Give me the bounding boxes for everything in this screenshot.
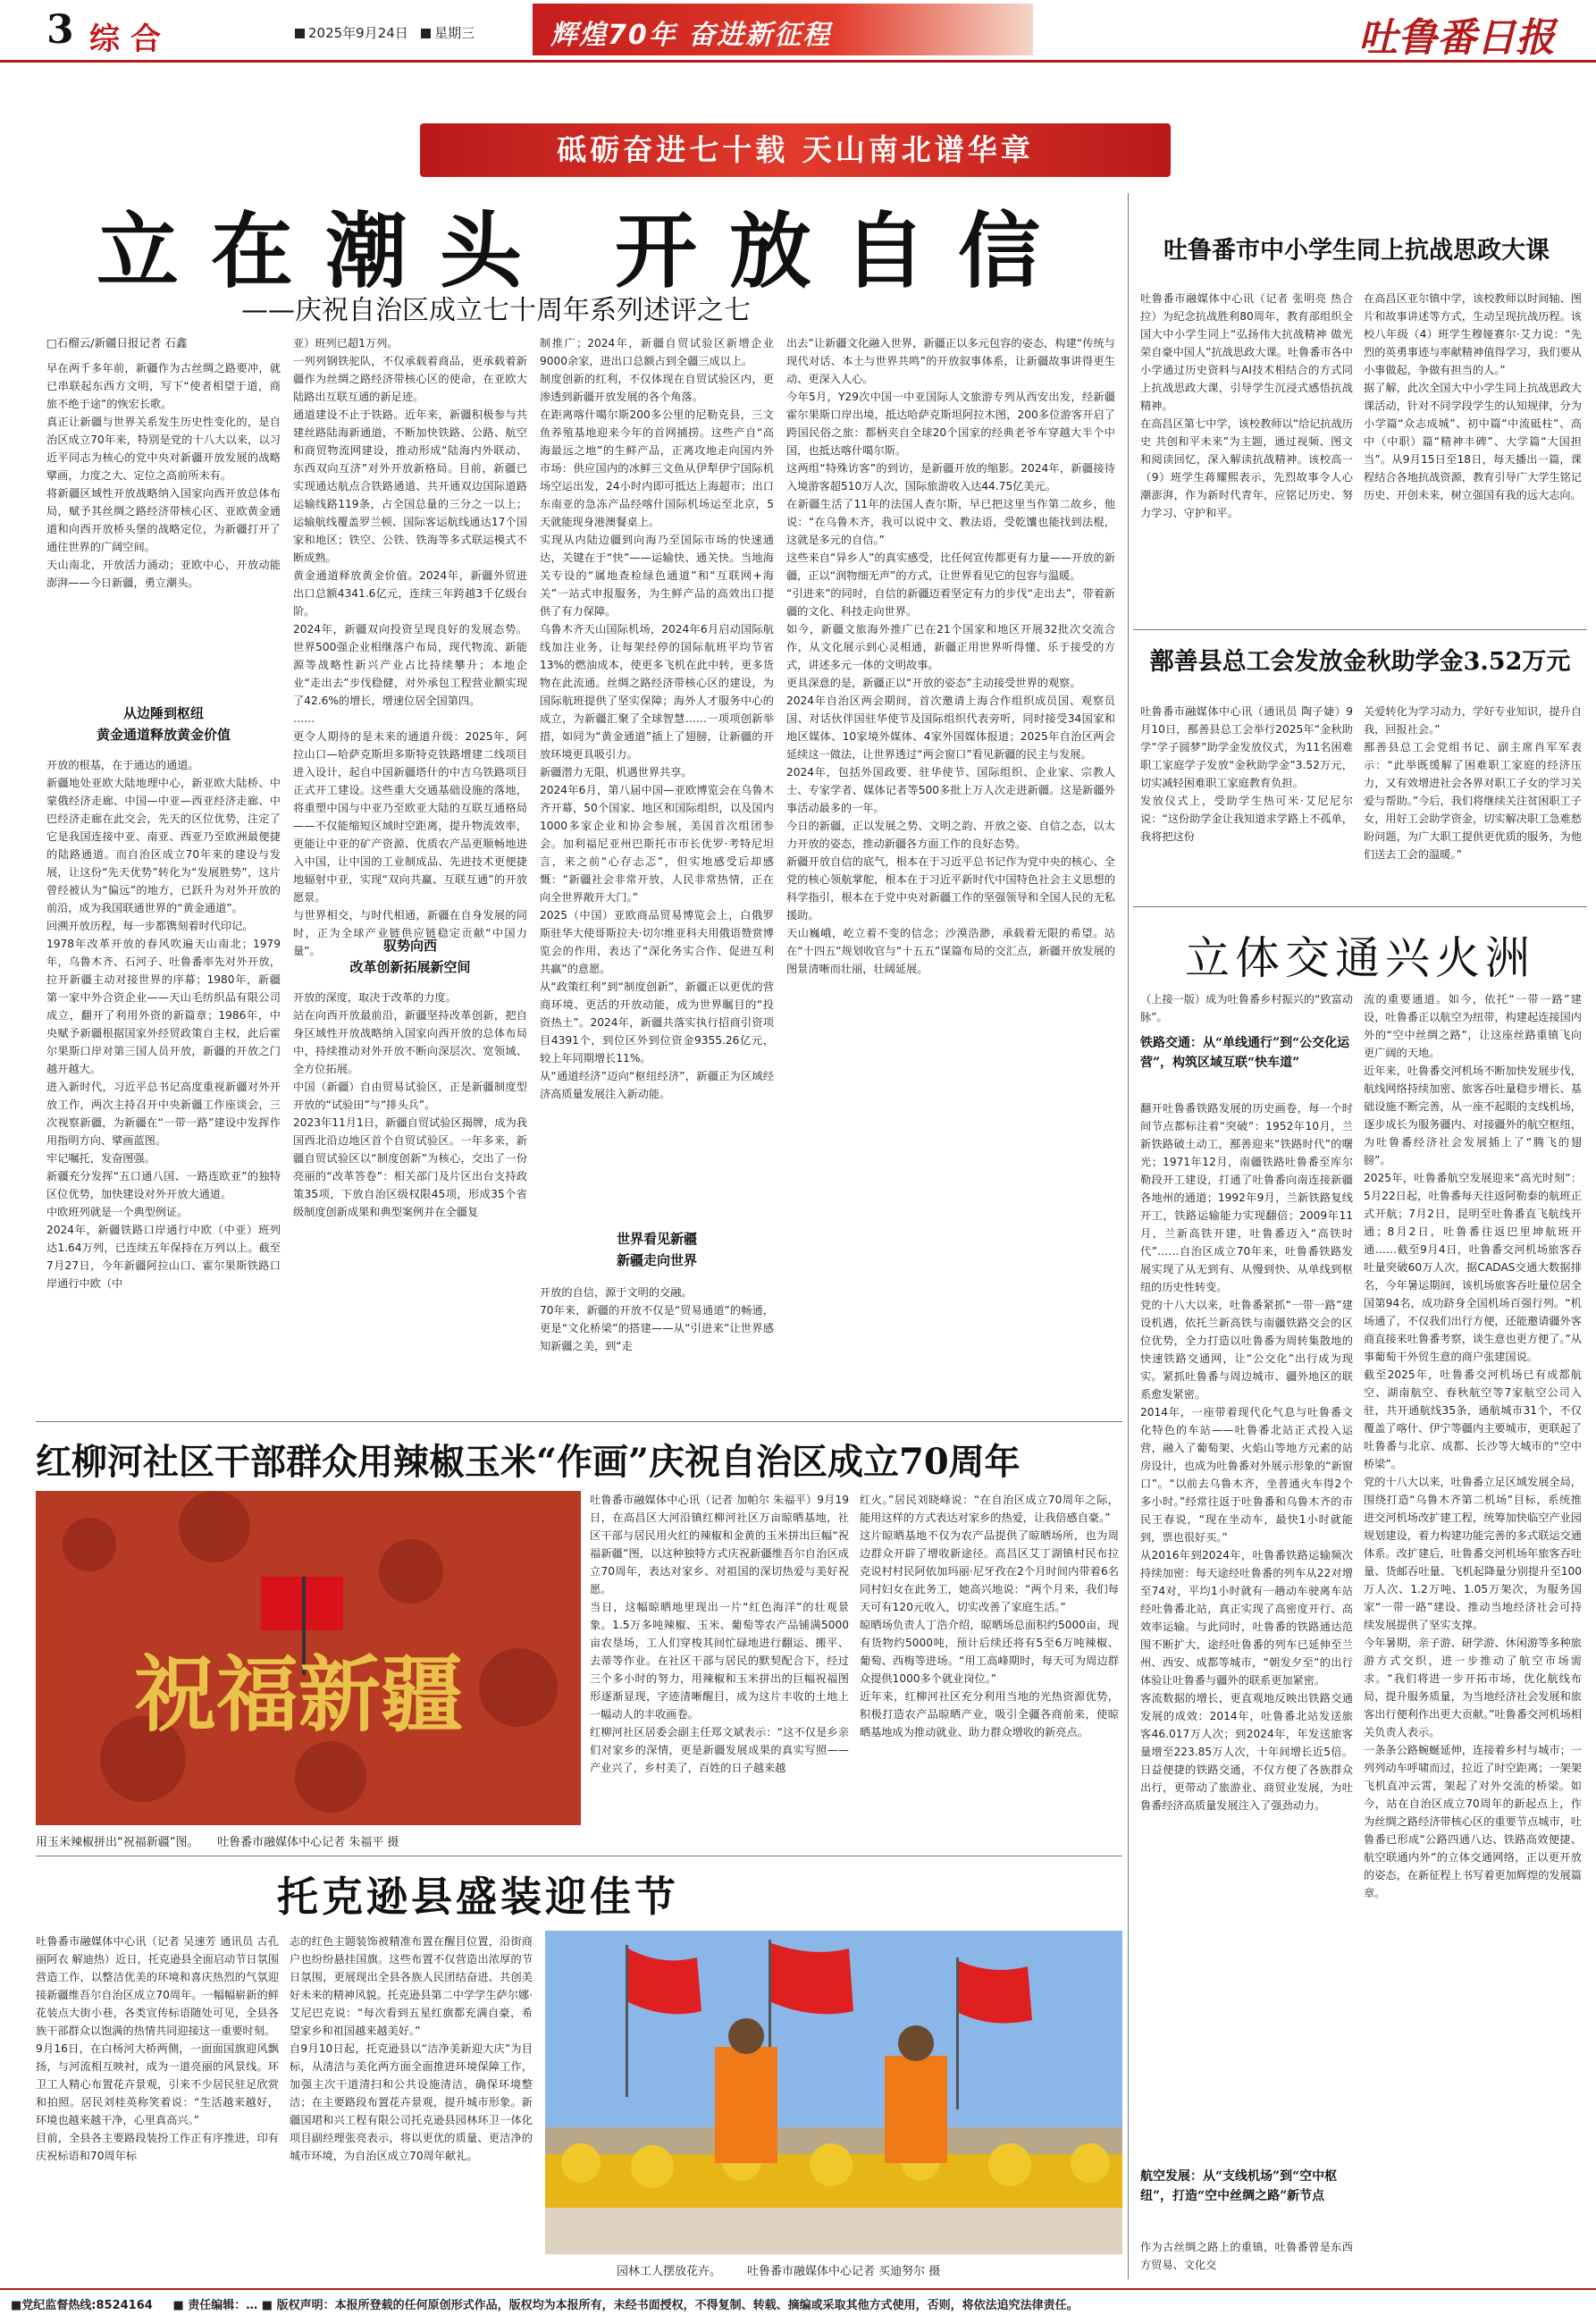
lead-column-4: 出去”让新疆文化融入世界，新疆正以多元包容的姿态，构建“传统与现代对话、本土与世界共鸣”的开放叙事体系，让新疆故事讲得更生动、更深入人心。 今年5月，Y29次中国一中亚国际人文旅游专列从西安出发，经新疆霍尔果斯口岸出境，抵达哈萨克斯坦阿拉木图，200多位游客开启了跨国民俗之旅：都柄夹自全球20个国家的经典老爷车穿越大半个中国，也抵达喀什噶尔斯。 这两组“特殊访客”的到访，是新疆开放的缩影。2024年，新疆接待入境游客超510万人次，国际旅游收入达44.75亿美元。 在新疆生活了11年的法国人查尔斯，早已把这里当作第二故乡，他说：“在乌鲁木齐，我可以说中文、教法语，受乾馕也能找到法棍，这就是多元的自信。” 这些来自“异乡人”的真实感受，比任何宣传都更有力量——开放的新疆，正以“润物细无声”的方式，让世界看见它的包容与温暖。 “引进来”的同时，自信的新疆迈着坚定有力的步伐“走出去”，带着新疆的文化、科技走向世界。 如今，新疆文旅海外推广已在21个国家和地区开展32批次交流合作，从文化展示到心灵相通，新疆正用世界听得懂、乐于接受的方式，讲述多元一体的文明故事。 更具深意的是，新疆正以“开放的姿态”主动接受世界的观察。 2024年自治区两会期间，首次邀请上海合作组织成员国、观察员国、对话伙伴国驻华使节及国际组织代表旁听，同时接受34国家和地区媒体、10家境外媒体、4家外国媒体报道；2025年自治区两会延续这一做法，让世界透过“两会窗口”看见新疆的民主与发展。 2024年，包括外国政要、驻华使节、国际组织、企业家、宗教人士、专家学者、媒体记者等500多批上万人次走进新疆。这是新疆外事活动最多的一年。 今日的新疆，正以发展之势、文明之韵、开放之姿、自信之态，以太力开放的姿态，推动新疆各方面工作的良好态势。 新疆开放自信的底气，根本在于习近平总书记作为党中央的核心、全党的核心领航掌舵，根本在于习近平新时代中国特色社会主义思想的科学指引，根本在于党中央对新疆工作的坚强领导和全国人民的无私援助。 天山巍峨，屹立着不变的信念；沙漠浩渺，承载着无限的希望。站在“十四五”规划收官与“十五五”谋篇布局的交汇点，新疆开放发展的图景清晰而壮丽，壮阔延展。 bbox=[786, 337, 1115, 975]
column-divider bbox=[1128, 193, 1129, 2279]
chili-field-photo bbox=[36, 1491, 581, 1825]
lead-subhead-3: 世界看见新疆 新疆走向世界 bbox=[616, 1231, 697, 1268]
newspaper-logo: 吐鲁番日报 bbox=[1358, 15, 1555, 61]
tuokexun-headline: 托克逊县盛装迎佳节 bbox=[277, 1873, 679, 1921]
divider bbox=[36, 1421, 1122, 1422]
right-lower-subhead-1: 铁路交通：从“单线通行”到“公交化运营”，构筑区域互联“快车道” bbox=[1140, 1036, 1350, 1070]
flower-workers-illustration bbox=[545, 1931, 1122, 2254]
photo-credit: 吐鲁番市融媒体中心记者 买迪努尔 摄 bbox=[746, 2265, 941, 2278]
lead-subhead-1: 从边陲到枢纽 黄金通道释放黄金价值 bbox=[96, 705, 231, 743]
right-mid-column-2: 关爱转化为学习动力，学好专业知识，提升自我，回报社会。” 鄯善县总工会党组书记、副主席肖军军表示：“此举既缓解了困难职工家庭的经济压力，又有效增进社会各界对职工子女的学习关爱与帮助。”今后，我们将继续关注贫困职工子女，用好工会助学资金，切实解决职工急难愁盼问题，为广大职工提供更优质的服务，为他们送去工会的温暖。” bbox=[1364, 705, 1582, 861]
right-top-column-2: 在高昌区亚尔镇中学，该校教师以时间轴、图片和故事讲述等方式，生动呈现抗战历程。该校八年级（4）班学生穆娅赛尔·艾力说：“先烈的英勇事迹与率献精神值得学习，我们要从小事做起，争做有担当的人。” 据了解，此次全国大中小学生同上抗战思政大课活动，针对不同学段学生的认知规律，分为小学篇“众志成城”、初中篇“中流砥柱”、高中（中职）篇“精神丰碑”、大学篇“大国担当”。从9月15日至18日，每天播出一篇，课程结合各地抗战资源，教育引导广大学生铭记历史、开创未来，树立强国有我的远大志向。 bbox=[1364, 292, 1582, 501]
lead-column-3: 制推广；2024年，新疆自贸试验区新增企业9000余家，进出口总额占到全疆三成以上。 制度创新的红利，不仅体现在自贸试验区内，更渗透到新疆开放发展的各个角落。 在距离喀什噶尔斯200多公里的尼勒克县，三文鱼养殖基地迎来今年的首网捕捞。这些产自“高海最远之地”的生鲜产品，正离攻地走向国内外市场：供应国内的冰鲜三文鱼从伊犁伊宁国际机场空运出发，24小时内即可抵达上海超市；出口东南亚的急冻产品经喀什国际机场运至北京，5天就能现身港澳餐桌上。 实现从内陆边疆到向海乃至国际市场的快速通达，关键在于“快”——运输快、通关快。当地海关专设的“属地查检绿色通道”和“互联网+海关”一站式申报服务，为生鲜产品的高效出口提供了有力保障。 乌鲁木齐天山国际机场，2024年6月启动国际航线加注业务，让每架经停的国际航班平均节省13%的燃油成本，使更多飞机在此中转，更多货物在此流通。丝绸之路经济带核心区的建设，为国际航班提供了坚实保障；海外人才服务中心的成立，为新疆汇聚了全球智慧……一项项创新举措，如同为“黄金通道”插上了翅膀，让新疆的开放环境更具吸引力。 新疆潜力无限，机遇世界共享。 2024年6月，第八届中国—亚欧博览会在乌鲁木齐开幕，50个国家、地区和国际组织，以及国内1000多家企业和协会参展，美国首次组团参会。加利福尼亚州巴斯托市市长优罗·考特尼坦言，来之前“心存忐忑”，但实地感受后却感慨：“新疆社会非常开放，人民非常热情，正在向全世界敞开大门。” 2025（中国）亚欧商品贸易博览会上，白俄罗斯驻华大使哥斯拉夫·切尔维亚科夫用俄语赞赏博览会的作用，表达了“深化务实合作、促进互利共赢”的意愿。 从“政策红利”到“制度创新”，新疆正以更优的营商环境、更活的开放动能，成为世界瞩目的“投资热土”。2024年，新疆共落实执行招商引资项目4391个，到位区外到位资金9355.26亿元，较上年同期增长11%。 从“通道经济”迈向“枢纽经济”，新疆正为区域经济高质量发展注入新动能。 bbox=[540, 337, 774, 1100]
anniversary-banner: 辉煌70年 奋进新征程 bbox=[533, 4, 1033, 55]
right-mid-headline: 鄯善县总工会发放金秋助学金3.52万元 bbox=[1149, 648, 1571, 676]
hongliu-photo-caption bbox=[36, 1832, 581, 1849]
footer-hotline: ■党纪监督热线:8524164 bbox=[11, 2299, 153, 2312]
hongliu-headline: 红柳河社区干部群众用辣椒玉米“作画”庆祝自治区成立70周年 bbox=[36, 1441, 1021, 1483]
lead-headline: 立在潮头 开放自信 bbox=[97, 203, 1073, 299]
right-lower-column-1: 翻开吐鲁番铁路发展的历史画卷，每一个时间节点都标注着“突破”：1952年10月，兰新铁路破土动工，鄯善迎来“铁路时代”的曙光；1971年12月，南疆铁路吐鲁番至库尔勒段开工建设，打通了吐鲁番向南连接新疆各地州的通道；1992年9月，兰新铁路复线开工，铁路运输能力实现翻倍；2009年11月，兰新高铁开建，吐鲁番迈入“高铁时代”……自治区成立70年来，吐鲁番铁路发展实现了从无到有、从慢到快、从单线到枢纽的历史性转变。 党的十八大以来，吐鲁番紧抓“一带一路”建设机遇，依托兰新高铁与南疆铁路交会的区位优势，全力打造以吐鲁番为周转集散地的快速铁路交通网，让“公交化”出行成为现实。紧抓吐鲁番与周边城市、疆外地区的联系愈发紧密。 2014年，一座带着现代化气息与吐鲁番文化特色的车站——吐鲁番北站正式投入运营，融入了葡萄架、火焰山等地方元素的站房设计，也成为吐鲁番对外展示形象的“新窗口”。“以前去乌鲁木齐，坐普通火车得2个多小时。”经常往返于吐鲁番和乌鲁木齐的市民王春说，“现在坐动车，最快1小时就能到，票也很好买。” 从2016年到2024年，吐鲁番铁路运输频次持续加密：每天途经吐鲁番的列车从22对增至74对，平均1小时就有一趟动车驶离车站经吐鲁番北站，真正实现了高密度开行、高效率运输。与此同时，吐鲁番的铁路通达范围不断扩大，途经吐鲁番的列车已延伸至兰州、西安、成都等城市，“朝发夕至”的出行体验让吐鲁番与疆外的联系更加紧密。 客流数据的增长，更直观地反映出铁路交通发展的成效：2014年，吐鲁番北站发送旅客46.017万人次；到2024年，年发送旅客量增至223.85万人次，十年间增长近5倍。日益便捷的铁路交通，不仅方便了各族群众出行，更带动了旅游业、商贸业发展，为吐鲁番经济高质量发展注入了强劲动力。 bbox=[1140, 1102, 1353, 1812]
section-banner: 砥砺奋进七十载 天山南北谱华章 bbox=[420, 123, 1171, 177]
right-top-headline: 吐鲁番市中小学生同上抗战思政大课 bbox=[1163, 237, 1550, 265]
lead-column-3b: 开放的自信，源于文明的交融。 70年来，新疆的开放不仅是“贸易通道”的畅通，更是“文化桥梁”的搭建——从“引进来”让世界感知新疆之美，到“走 bbox=[540, 1286, 774, 1352]
page-number: 3 bbox=[46, 7, 74, 53]
caption-text: 用玉米辣椒拼出“祝福新疆”图。 bbox=[36, 1836, 199, 1849]
right-lower-column-1c: 作为古丝绸之路上的重镇，吐鲁番曾是东西方贸易、文化交 bbox=[1140, 2241, 1353, 2271]
right-mid-column-1: 吐鲁番市融媒体中心讯（通讯员 陶子婕）9月10日，鄯善县总工会举行2025年“金秋助学”学子圆梦”助学金发放仪式，为11名困难职工家庭学子发放“金秋助学金”3.52万元，切实减轻困难职工家庭教育负担。 发放仪式上，受助学生热可米·艾尼尼尔说：“这份助学金让我知道求学路上不孤单，我将把这份 bbox=[1140, 705, 1353, 843]
right-lower-column-2: 流的重要通道。如今，依托“一带一路”建设，吐鲁番正以航空为纽带，构建起连接国内外的“空中丝绸之路”，让这座丝路重镇飞向更广阔的天地。 近年来，吐鲁番交河机场不断加快发展步伐，航线网络持续加密、旅客吞吐量稳步增长、基础设施不断完善，从一座不起眼的支线机场，逐步成长为服务疆内、对接疆外的航空枢纽，为吐鲁番经济社会发展插上了“腾飞的翅膀”。 2025年，吐鲁番航空发展迎来“高光时刻”：5月22日起，吐鲁番每天往返阿勒泰的航班正式开航；7月2日，昆明至吐鲁番直飞航线开通；8月2日，吐鲁番往返巴里坤航班开通……截至9月4日，吐鲁番交河机场旅客吞吐量突破60万人次，据CADAS交通大数据排名，今年暑运期间，该机场旅客吞吐量位居全国第94名，成功跻身全国机场百强行列。“机场通了，不仅我们出行方便，还能邀请疆外客商直接来吐鲁番考察，谈生意也更方便了。”从事葡萄干外贸生意的商户张建国说。 截至2025年，吐鲁番交河机场已有成都航空、湖南航空、春秋航空等7家航空公司入驻，共开通航线35条，通航城市31个，不仅覆盖了喀什、伊宁等疆内主要城市，更联起了吐鲁番与北京、成都、长沙等大城市的“空中桥梁”。 党的十八大以来，吐鲁番立足区域发展全局，围绕打造“乌鲁木齐第二机场”目标，系统推进交河机场改扩建工程，统筹加快临空产业园规划建设，着力构建功能完善的多式联运交通体系。改扩建后，吐鲁番交河机场年旅客吞吐量、货邮吞吐量、飞机起降量分别提升至100万人次、1.2万吨、1.05万架次，为服务国家“一带一路”建设、推动当地经济社会可持续发展提供了坚实支撑。 今年暑期，亲子游、研学游、休闲游等多种旅游方式交织，进一步推动了航空市场需求。“我们将进一步开拓市场，优化航线布局，提升服务质量，为当地经济社会发展和旅客出行便利作出更大贡献。”吐鲁番交河机场相关负责人表示。 一条条公路蜿蜒延伸，连接着乡村与城市；一列列动车呼啸而过，拉近了时空距离；一架架飞机直冲云霄，架起了对外交流的桥梁。如今，站在自治区成立70周年的新起点上，作为丝绸之路经济带核心区的重要节点城市，吐鲁番已形成“公路四通八达、铁路高效便捷、航空联通内外”的立体交通网络，正以更开放的姿态，在新征程上书写着更加辉煌的发展篇章。 bbox=[1364, 993, 1582, 1899]
divider bbox=[1133, 629, 1587, 630]
lead-column-1: 早在两千多年前，新疆作为古丝绸之路要冲，就已串联起东西方文明，写下“使者相望于道，商旅不绝于途”的恢宏长歌。 真正让新疆与世界关系发生历史性变化的，是自治区成立70年来，特别是党的十八大以来，以习近平同志为核心的党中央对新疆开放发展的战略擘画，力度之大、定位之高前所未有。 将新疆区域性开放战略纳入国家向西开放总体布局，赋予其丝绸之路经济带核心区、亚欧黄金通道和向西开放桥头堡的战略定位，为新疆打开了通往世界的广阔空间。 天山南北，开放活力涌动；亚欧中心，开放动能澎湃——今日新疆，勇立潮头。 bbox=[46, 362, 281, 589]
tuokexun-column-2: 志的红色主题装饰被精准布置在醒目位置，沿街商户也纷纷悬挂国旗。这些布置不仅营造出浓厚的节日氛围，更展现出全县各族人民团结奋进、共创美好未来的精神风貌。托克逊县第二中学学生萨尔娜·艾尼巴克说：“每次看到五星红旗都充满自豪，希望家乡和祖国越来越美好。” 自9月10日起，托克逊县以“洁净美新迎大庆”为目标，从清洁与美化两方面全面推进环境保障工作，加强主次干道清扫和公共设施清洁，确保环境整洁；在主要路段布置花卉景观，提升城市形象。新疆国珺和兴工程有限公司托克逊县园林环卫一体化项目副经理张亮表示，将以更优的质量、更洁净的城市环境，为自治区成立70周年献礼。 bbox=[290, 1935, 533, 2162]
photo-credit: 吐鲁番市融媒体中心记者 朱福平 摄 bbox=[217, 1836, 399, 1849]
weekday-text: 星期三 bbox=[434, 25, 475, 41]
lead-column-1b: 开放的根基，在于通达的通道。 新疆地处亚欧大陆地理中心，新亚欧大陆桥、中蒙俄经济走廊、中国—中亚—西亚经济走廊、中巴经济走廊在此交会，先天的区位优势，注定了它是我国连接中亚、南亚、西亚乃至欧洲最便捷的陆路通道。而自治区成立70年来的建设与发展，让这份“先天优势”转化为“发展胜势”，这片曾经被认为“偏远”的地方，已跃升为对外开放的前沿，成为我国联通世界的“黄金通道”。 回溯开放历程，每一步都镌刻着时代印记。 1978年改革开放的春风吹遍天山南北；1979年，乌鲁木齐、石河子、吐鲁番率先对外开放，拉开新疆主动对接世界的序幕；1980年，新疆第一家中外合资企业——天山毛纺织品有限公司成立，翻开了利用外资的新篇章；1986年，中央赋予新疆根据国家外经贸政策自主权，此后霍尔果斯口岸对第三国人员开放，新疆的开放之门越开越大。 进入新时代，习近平总书记高度重视新疆对外开放工作，两次主持召开中央新疆工作座谈会，三次视察新疆，为新疆在“一带一路”建设中发挥作用指明方向、擘画蓝图。 牢记嘱托，发奋图强。 新疆充分发挥“五口通八国、一路连欧亚”的独特区位优势，加快建设对外开放大通道。 中欧班列就是一个典型例证。 2024年，新疆铁路口岸通行中欧（中亚）班列达1.64万列，已连续五年保持在万列以上。截至7月27日，今年新疆阿拉山口、霍尔果斯铁路口岸通行中欧（中 bbox=[46, 759, 281, 1290]
section-name: 综合 bbox=[89, 21, 172, 57]
square-bullet-icon bbox=[421, 29, 431, 38]
lead-subhead-2: 驭势向西 改革创新拓展新空间 bbox=[349, 938, 471, 975]
right-lower-subhead-2: 航空发展：从“支线机场”到“空中枢纽”，打造“空中丝绸之路”新节点 bbox=[1140, 2169, 1338, 2203]
right-lower-intro: （上接一版）成为吐鲁番乡村振兴的“致富动脉”。 bbox=[1140, 993, 1353, 1023]
lead-subheadline: ——庆祝自治区成立七十周年系列述评之七 bbox=[241, 295, 751, 326]
right-lower-headline: 立体交通兴火洲 bbox=[1185, 932, 1535, 984]
lead-byline: □石榴云/新疆日报记者 石鑫 bbox=[46, 336, 188, 349]
tuokexun-column-1: 吐鲁番市融媒体中心讯（记者 吴速芳 通讯员 古孔丽阿衣 解迪热）近日，托克逊县全面启动节日氛围营造工作，以整洁优美的环境和喜庆热烈的气氛迎接新疆维吾尔自治区成立70周年。一幅幅崭新的鲜花装点大街小巷，各类宣传标语随处可见，全县各族干部群众以饱满的热情共同迎接这一重要时刻。 9月16日，在白杨河大桥两侧，一面面国旗迎风飘扬，与河流相互映衬，成为一道亮丽的风景线。环卫工人精心布置花卉景观，引来不少居民驻足欣赏和拍照。居民刘桂英称笑着说：“生活越来越好，环境也越来越干净，心里真高兴。” 目前，全县各主要路段装扮工作正有序推进，印有庆祝标语和70周年标 bbox=[36, 1935, 279, 2162]
page-footer bbox=[0, 2288, 1596, 2315]
caption-text: 园林工人摆放花卉。 bbox=[617, 2265, 722, 2278]
footer-copyright: ■ 责任编辑：… ■ 版权声明：本报所登载的任何原创形式作品，版权均为本报所有，未经书面授权，不得复制、转载、摘编或采取其他方式使用，否则，将依法追究法律责任。 bbox=[172, 2299, 1079, 2312]
hongliu-column-2: 红火。”居民刘晓峰说：“在自治区成立70周年之际，能用这样的方式表达对家乡的热爱，让我倍感自豪。” 这片晾晒基地不仅为农产品提供了晾晒场所，也为周边群众开辟了增收新途径。高昌区艾丁湖镇村民布拉克说村村民阿依加玛丽·尼牙孜在2个月时间内带着6名同村妇女在此务工，她高兴地说：“两个月来，我们每天可有120元收入，切实改善了家庭生活。” 晾晒场负责人丁浩介绍，晾晒场总面积约5000亩，现有货物约5000吨，预计后续还将有5至6万吨辣椒、葡萄、西梅等进场。“用工高峰期时，每天可为周边群众提供1000多个就业岗位。” 近年来，红柳河社区充分利用当地的光热资源优势，积极打造农产品晾晒产业，吸引全疆各商前来，使晾晒基地成为推动就业、助力群众增收的新亮点。 bbox=[860, 1494, 1119, 1738]
issue-date bbox=[295, 23, 475, 42]
tuokexun-photo-caption bbox=[545, 2261, 1122, 2278]
right-top-column-1: 吐鲁番市融媒体中心讯（记者 张明亮 热合拉）为纪念抗战胜利80周年，教育部组织全国大中小学生同上“弘扬伟大抗战精神 做光荣自豪中国人”抗战思政大课。吐鲁番市各中小学通过历史资料与AI技术相结合的方式同上抗战思政大课，引导学生沉浸式感悟抗战精神。 在高昌区第七中学，该校教师以“给记抗战历史 共创和平未来”为主题，通过视频、图文和阅读回忆，深入解读抗战精神。该校高一（9）班学生蒋耀熙表示，先烈故事令人心潮澎湃，作为新时代青年，应铭记历史、努力学习、守护和平。 bbox=[1140, 292, 1353, 519]
chili-corn-text: 祝福新疆 bbox=[134, 1646, 464, 1743]
chili-field-illustration bbox=[36, 1491, 581, 1825]
square-bullet-icon bbox=[295, 29, 305, 38]
date-text: 2025年9月24日 bbox=[308, 25, 408, 41]
lead-column-2: 亚）班列已超1万列。 一列列钢铁驼队，不仅承载着商品，更承载着新疆作为丝绸之路经济带核心区的使命，在亚欧大陆路出互联互通的新足迹。 通道建设不止于铁路。近年来，新疆积极参与共建丝路陆海新通道，不断加快铁路、公路、航空和商贸物流网建设，推动形成“陆海内外联动、东西双向互济”对外开放新格局。目前，新疆已实现通达航点合铁路通道、共开通双边国际道路运输线路119条，占全国总量的三分之一以上；运输航线覆盖罗兰顿、国际客运航线通达17个国家和地区；铁空、公铁、铁海等多式联运模式不断成熟。 黄金通道释放黄金价值。2024年，新疆外贸进出口总额4341.6亿元，连续三年跨越3千亿级台阶。 2024年，新疆双向投资呈现良好的发展态势。世界500强企业相继落户布局，现代物流、新能源等战略性新兴产业占比持续攀升；本地企业“走出去”步伐稳健，对外承包工程营业额实现了42.6%的增长，增速位居全国第四。 …… 更令人期待的是未来的通道升级：2025年，阿拉山口—哈萨克斯坦多斯特克铁路增建二线项目进入设计，起自中国新疆塔什的中吉乌铁路项目正式开工建设。这些重大交通基础设施的落地，将重塑中国与中亚乃至欧亚大陆的互联互通格局——不仅能缩短区域时空距离，提升物流效率，更能让中亚的矿产资源、优质农产品更顺畅地进入中国，让中国的工业制成品、先进技术更便捷地辐射中亚，实现“双向共赢、互联互通”的开放愿景。 与世界相交，与时代相通，新疆在自身发展的同时，正为全球产业链供应链稳定贡献“中国力量”。 bbox=[293, 337, 527, 957]
divider bbox=[1133, 906, 1587, 907]
lead-column-2b: 开放的深度，取决于改革的力度。 站在向西开放最前沿，新疆坚持改革创新，把自身区域性开放战略纳入国家向西开放的总体布局中，持续推动对外开放不断向深层次、宽领域、全方位拓展。 中国（新疆）自由贸易试验区，正是新疆制度型开放的“试验田”与“排头兵”。 2023年11月1日，新疆自贸试验区揭牌，成为我国西北沿边地区首个自贸试验区。一年多来，新疆自贸试验区以“制度创新”为核心，交出了一份亮丽的“改革答卷”：相关部门及片区出台支持政策35项，下放自治区级权限45项，形成35个省级制度创新成果和典型案例并在全疆复 bbox=[293, 991, 527, 1218]
hongliu-column-1: 吐鲁番市融媒体中心讯（记者 加帕尔 朱福平）9月19日，在高昌区大河沿镇红柳河社区万亩晾晒基地，社区干部与居民用火红的辣椒和金黄的玉米拼出巨幅“祝福新疆”图，以这种独特方式庆祝新疆维吾尔自治区成立70周年，表达对家乡、对祖国的深切热爱与美好祝愿。 当日，这幅晾晒地里现出一片“红色海洋”的壮观景象。1.5万多吨辣椒、玉米、葡萄等农产品铺满5000亩农垦场，工人们穿梭其间忙碌地进行翻运、搬平、去蒂等作业。在社区干部与居民的默契配合下，经过三个多小时的努力，用辣椒和玉米拼出的巨幅祝福图形逐渐显现，字迹清晰醒目，成为这片丰收的土地上一幅动人的丰收画卷。 红柳河社区居委会副主任郑文斌表示：“这不仅是乡亲们对家乡的深情，更是新疆发展成果的真实写照——产业兴了，乡村美了，百姓的日子越来越 bbox=[590, 1494, 849, 1774]
flower-workers-photo bbox=[545, 1931, 1122, 2254]
